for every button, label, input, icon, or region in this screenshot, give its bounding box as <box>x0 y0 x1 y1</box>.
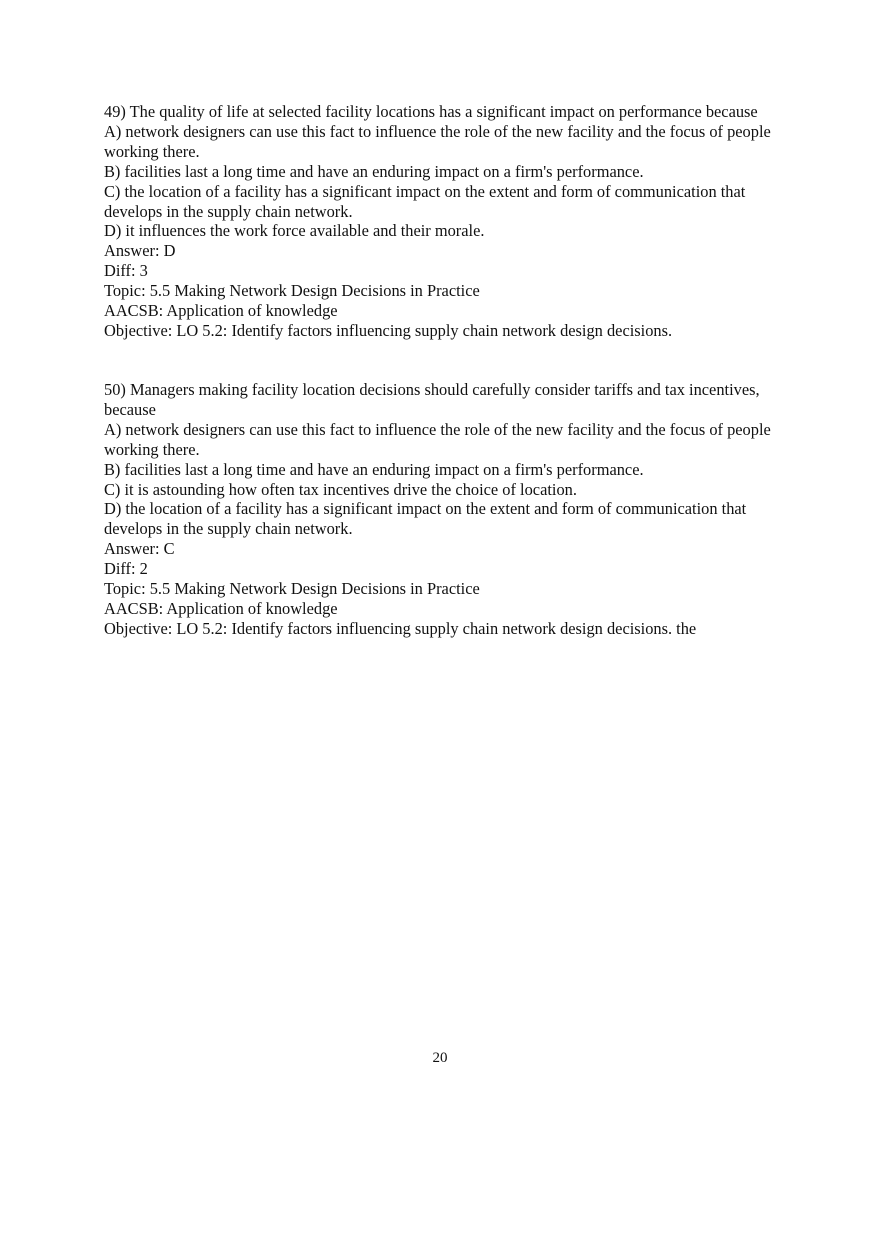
option-a: A) network designers can use this fact to influence the role of the new facility and the focus of people working there. <box>104 419 771 459</box>
question-49 <box>104 102 784 341</box>
option-a: A) network designers can use this fact to influence the role of the new facility and the focus of people working there. <box>104 121 771 161</box>
page-number: 20 <box>432 1050 448 1066</box>
question-50 <box>104 380 784 639</box>
answer-line: Answer: C <box>104 539 175 559</box>
topic-line: Topic: 5.5 Making Network Design Decisions in Practice <box>104 579 480 599</box>
objective-line: Objective: LO 5.2: Identify factors influencing supply chain network design decisions. <box>104 320 673 340</box>
difficulty-line: Diff: 3 <box>104 261 148 281</box>
topic-line: Topic: 5.5 Making Network Design Decisions in Practice <box>104 281 480 301</box>
question-stem: 50) Managers making facility location decisions should carefully consider tariffs and tax incentives, because <box>104 380 760 419</box>
option-c: C) the location of a facility has a significant impact on the extent and form of communication that develops in the supply chain network. <box>104 181 746 221</box>
aacsb-line: AACSB: Application of knowledge <box>104 301 338 321</box>
option-b: B) facilities last a long time and have an enduring impact on a firm's performance. <box>104 459 644 479</box>
answer-line: Answer: D <box>104 241 176 261</box>
option-c: C) it is astounding how often tax incentives drive the choice of location. <box>104 479 577 499</box>
option-d: D) it influences the work force available and their morale. <box>104 221 485 241</box>
objective-line: Objective: LO 5.2: Identify factors influencing supply chain network design decisions. the <box>104 618 697 638</box>
question-stem: 49) The quality of life at selected facility locations has a significant impact on performance because <box>104 102 758 121</box>
option-b: B) facilities last a long time and have an enduring impact on a firm's performance. <box>104 161 644 181</box>
difficulty-line: Diff: 2 <box>104 559 148 579</box>
option-d: D) the location of a facility has a significant impact on the extent and form of communication that develops in the supply chain network. <box>104 499 747 539</box>
aacsb-line: AACSB: Application of knowledge <box>104 598 338 618</box>
